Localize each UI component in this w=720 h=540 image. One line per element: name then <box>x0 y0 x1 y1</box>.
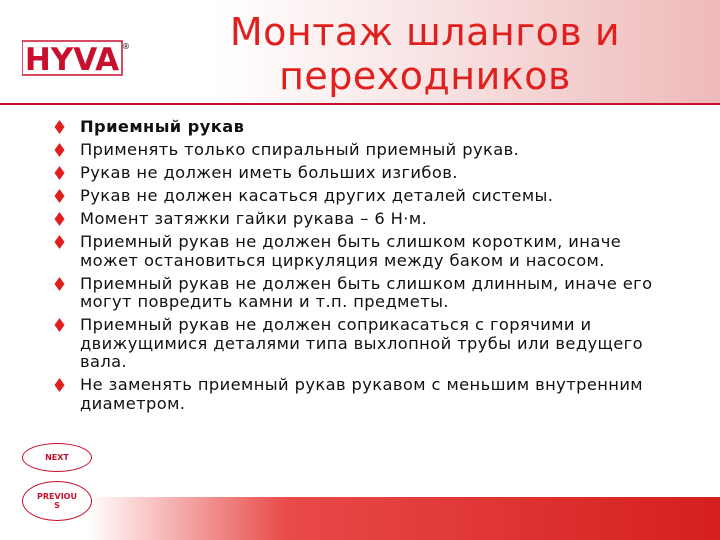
page-title-line-2: переходников <box>279 54 571 98</box>
list-item-text: Приемный рукав не должен быть слишком длинным, иначе его могут повредить камни и т.п. предметы. <box>80 273 653 311</box>
diamond-bullet-icon <box>54 235 65 249</box>
list-item-text: Приемный рукав не должен соприкасаться с горячими и движущимися деталями типа выхлопной трубы или ведущего вала. <box>80 315 643 371</box>
header-divider <box>0 103 720 105</box>
list-item-text: Момент затяжки гайки рукава – 6 Н·м. <box>80 209 428 228</box>
list-item-text: Рукав не должен касаться других деталей системы. <box>80 186 554 205</box>
list-item <box>54 141 684 160</box>
diamond-bullet-icon <box>54 143 65 157</box>
list-item-text: Приемный рукав не должен быть слишком коротким, иначе может остановиться циркуляция между баком и насосом. <box>80 232 622 270</box>
list-item-text: Приемный рукав <box>80 117 245 136</box>
logo-text: HYVA <box>24 42 120 78</box>
list-item-text: Рукав не должен иметь больших изгибов. <box>80 163 458 182</box>
page-title <box>185 10 665 98</box>
list-item <box>54 210 684 229</box>
previous-button[interactable] <box>22 481 92 521</box>
diamond-bullet-icon <box>54 189 65 203</box>
diamond-bullet-icon <box>54 277 65 291</box>
next-button-label: NEXT <box>45 453 69 462</box>
next-button[interactable] <box>22 443 92 472</box>
diamond-bullet-icon <box>54 212 65 226</box>
diamond-bullet-icon <box>54 378 65 392</box>
footer-band <box>0 497 720 540</box>
bullet-list <box>54 118 684 418</box>
list-item-text: Применять только спиральный приемный рукав. <box>80 140 520 159</box>
diamond-bullet-icon <box>54 120 65 134</box>
list-item <box>54 376 684 413</box>
hyva-logo-icon <box>22 38 130 78</box>
previous-button-label: PREVIOUS <box>37 492 77 510</box>
page-title-line-1: Монтаж шлангов и <box>229 10 621 54</box>
list-item <box>54 164 684 183</box>
diamond-bullet-icon <box>54 318 65 332</box>
diamond-bullet-icon <box>54 166 65 180</box>
list-item <box>54 187 684 206</box>
list-item <box>54 118 684 137</box>
list-item-text: Не заменять приемный рукав рукавом с меньшим внутренним диаметром. <box>80 375 643 413</box>
list-item <box>54 233 684 270</box>
list-item <box>54 275 684 312</box>
logo-registered-mark: ® <box>122 42 130 51</box>
list-item <box>54 316 684 372</box>
